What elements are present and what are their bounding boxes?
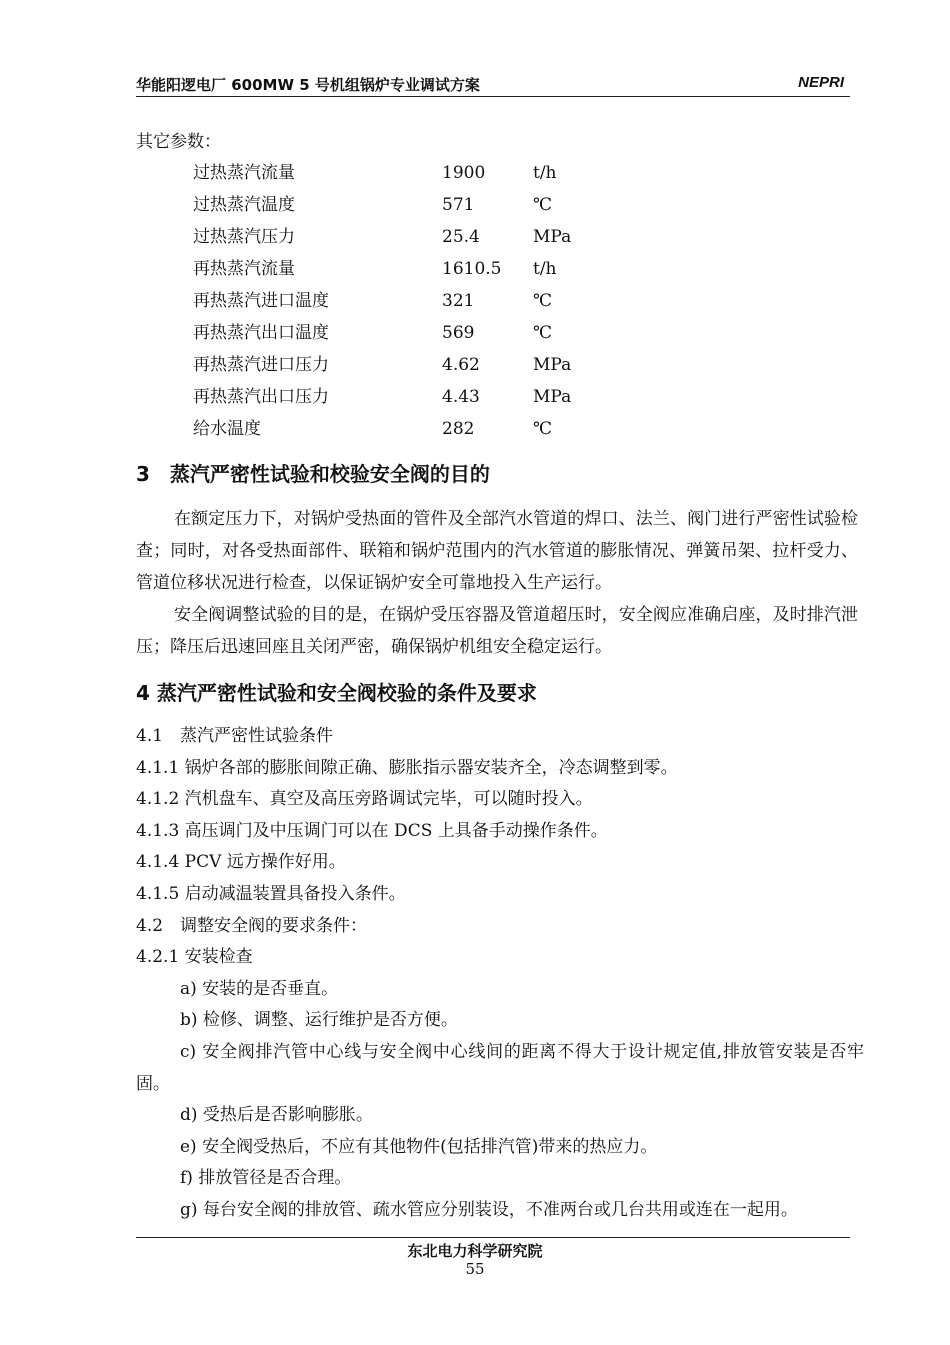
param-row [193,157,613,189]
param-unit: t/h [533,163,557,183]
param-value: 1610.5 [442,259,502,279]
list-item-e: e) 安全阀受热后，不应有其他物件(包括排汽管)带来的热应力。 [180,1136,658,1157]
section-4-heading: 4 蒸汽严密性试验和安全阀校验的条件及要求 [136,681,537,705]
param-value: 4.62 [442,355,480,375]
param-name: 再热蒸汽出口压力 [193,387,329,407]
param-value: 321 [442,291,475,311]
page-number: 55 [465,1260,485,1278]
param-value: 1900 [442,163,486,183]
param-value: 569 [442,323,475,343]
params-table [193,157,613,445]
param-name: 再热蒸汽出口温度 [193,323,329,343]
param-row [193,349,613,381]
param-name: 再热蒸汽进口压力 [193,355,329,375]
list-item-g: g) 每台安全阀的排放管、疏水管应分别装设，不准两台或几台共用或连在一起用。 [180,1199,798,1220]
param-unit: ℃ [533,291,553,311]
param-unit: ℃ [533,419,553,439]
section-3-paragraph-1: 在额定压力下，对锅炉受热面的管件及全部汽水管道的焊口、法兰、阀门进行严密性试验检查；同时，对各受热面部件、联箱和锅炉范围内的汽水管道的膨胀情况、弹簧吊架、拉杆受力、管道位移状况进行检查，以保证锅炉安全可靠地投入生产运行。 [136,509,858,593]
param-unit: MPa [533,355,572,375]
param-row [193,253,613,285]
param-value: 4.43 [442,387,480,407]
subsection-4-1: 4.1 蒸汽严密性试验条件 [136,726,334,746]
page-header [136,74,850,97]
param-row [193,221,613,253]
header-brand: NEPRI [798,74,844,91]
param-unit: ℃ [533,195,553,215]
param-unit: t/h [533,259,557,279]
params-title: 其它参数： [136,132,221,152]
item-4-1-1: 4.1.1 锅炉各部的膨胀间隙正确、膨胀指示器安装齐全，冷态调整到零。 [136,757,678,778]
item-4-2-1: 4.2.1 安装检查 [136,947,253,968]
param-value: 571 [442,195,475,215]
section-3-paragraph-2: 安全阀调整试验的目的是，在锅炉受压容器及管道超压时，安全阀应准确启座，及时排汽泄压；降压后迅速回座且关闭严密，确保锅炉机组安全稳定运行。 [136,605,858,657]
item-4-1-2: 4.1.2 汽机盘车、真空及高压旁路调试完毕，可以随时投入。 [136,789,593,810]
param-row [193,285,613,317]
param-row [193,413,613,445]
param-row [193,381,613,413]
param-name: 再热蒸汽流量 [193,259,295,279]
param-row [193,317,613,349]
item-4-1-5: 4.1.5 启动减温装置具备投入条件。 [136,883,406,904]
subsection-4-2: 4.2 调整安全阀的要求条件： [136,915,368,936]
footer-organization: 东北电力科学研究院 [407,1242,543,1260]
param-unit: MPa [533,227,572,247]
param-name: 给水温度 [193,419,261,439]
footer-rule [136,1237,850,1238]
param-name: 过热蒸汽压力 [193,227,295,247]
item-4-1-4: 4.1.4 PCV 远方操作好用。 [136,852,346,873]
param-row [193,189,613,221]
param-name: 再热蒸汽进口温度 [193,291,329,311]
list-item-b: b) 检修、调整、运行维护是否方便。 [180,1010,458,1031]
header-title: 华能阳逻电厂 600MW 5 号机组锅炉专业调试方案 [136,76,480,94]
param-value: 25.4 [442,227,480,247]
list-item-c: c) 安全阀排汽管中心线与安全阀中心线间的距离不得大于设计规定值,排放管安装是否牢固。 [136,1041,864,1094]
list-item-a: a) 安装的是否垂直。 [180,978,339,999]
list-item-f: f) 排放管径是否合理。 [180,1168,352,1189]
section-4-items [136,721,864,1227]
section-3-heading: 3 蒸汽严密性试验和校验安全阀的目的 [136,462,490,486]
item-4-1-3: 4.1.3 高压调门及中压调门可以在 DCS 上具备手动操作条件。 [136,820,608,841]
param-name: 过热蒸汽流量 [193,163,295,183]
list-item-d: d) 受热后是否影响膨胀。 [180,1105,373,1126]
param-unit: MPa [533,387,572,407]
param-unit: ℃ [533,323,553,343]
param-value: 282 [442,419,475,439]
param-name: 过热蒸汽温度 [193,195,295,215]
